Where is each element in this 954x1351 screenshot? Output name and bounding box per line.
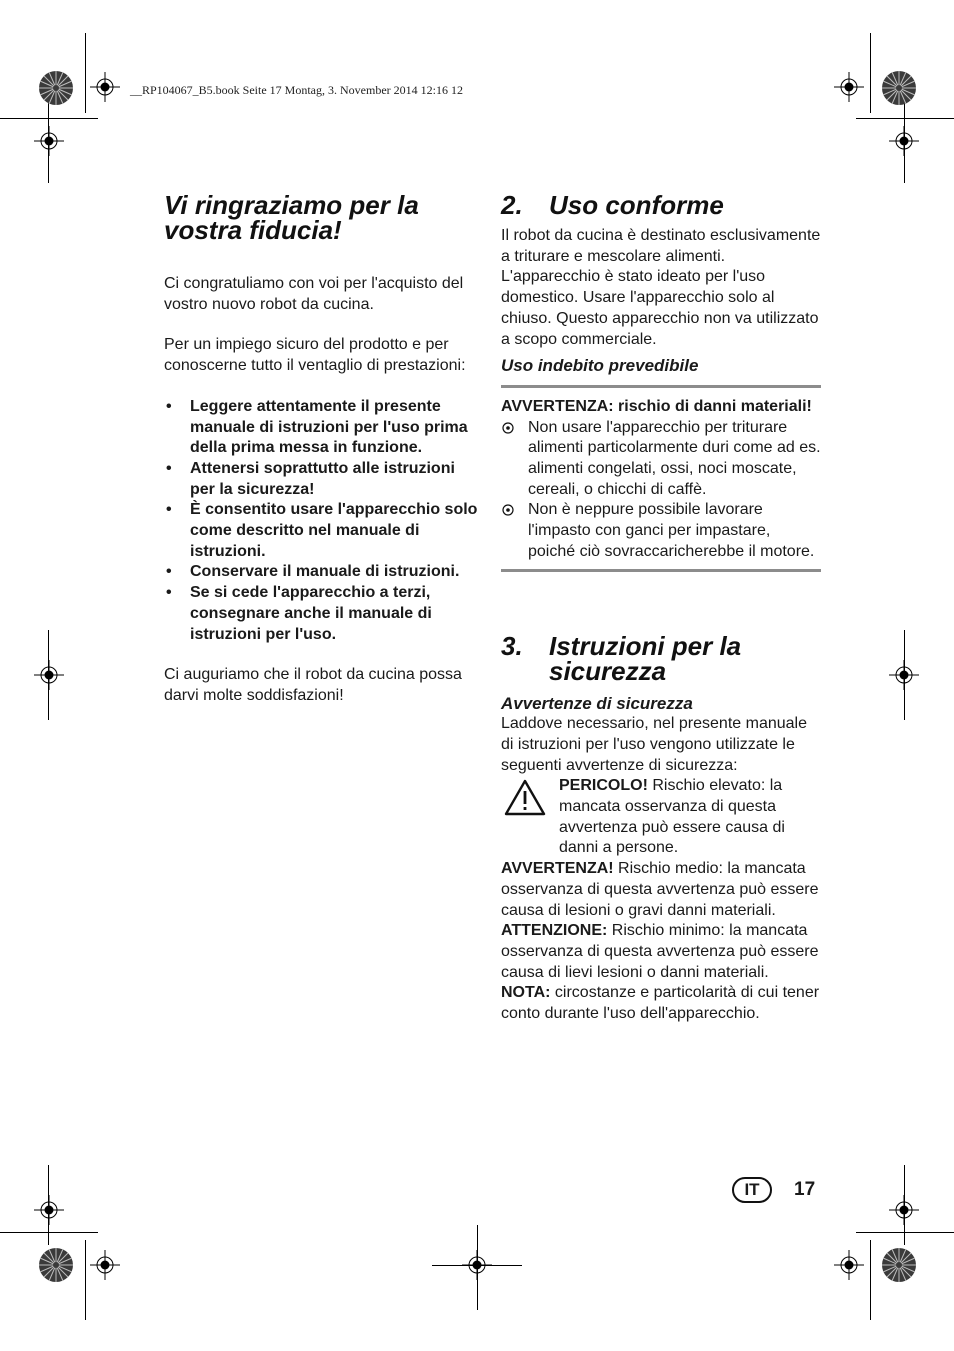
section-2-body: Il robot da cucina è destinato esclusivamente a triturare e mescolare alimenti. L'apparecchio è stato ideato per l'uso domestico. Usare l'apparecchio solo al chiuso. Questo apparecchio non va utilizzato a scopo commerciale. bbox=[501, 227, 821, 348]
crop-mark bbox=[477, 1225, 478, 1310]
note-paragraph bbox=[501, 983, 821, 1024]
color-rosette-icon bbox=[881, 1247, 917, 1283]
circle-dot-bullet-icon bbox=[502, 422, 514, 434]
list-item: • Attenersi soprattutto alle istruzioni per la sicurezza! bbox=[164, 459, 484, 500]
warning-paragraph bbox=[501, 859, 821, 921]
crop-mark bbox=[85, 33, 86, 113]
section-title: Istruzioni per la sicurezza bbox=[549, 630, 742, 686]
list-item: • Leggere attentamente il presente manuale di istruzioni per l'uso prima della prima messa in funzione. bbox=[164, 397, 484, 459]
color-rosette-icon bbox=[38, 70, 74, 106]
danger-block bbox=[501, 776, 821, 859]
list-item: • È consentito usare l'apparecchio solo come descritto nel manuale di istruzioni. bbox=[164, 500, 484, 562]
list-item: • Se si cede l'apparecchio a terzi, consegnare anche il manuale di istruzioni per l'uso. bbox=[164, 583, 484, 645]
caution-text: Rischio minimo: la mancata osservanza di questa avvertenza può essere causa di lievi lesioni o danni materiali. bbox=[501, 922, 819, 981]
registration-mark-icon bbox=[889, 1195, 919, 1225]
registration-mark-icon bbox=[889, 126, 919, 156]
language-badge: IT bbox=[732, 1177, 772, 1203]
registration-mark-icon bbox=[34, 126, 64, 156]
warning-title: AVVERTENZA: rischio di danni materiali! bbox=[501, 397, 812, 415]
divider bbox=[501, 385, 821, 388]
crop-mark bbox=[856, 1232, 954, 1233]
warning-text: Rischio medio: la mancata osservanza di questa avvertenza può essere causa di lesioni o gravi danni materiali. bbox=[501, 860, 819, 919]
divider bbox=[501, 569, 821, 572]
registration-mark-icon bbox=[90, 1250, 120, 1280]
warning-triangle-icon bbox=[503, 778, 547, 818]
intro-paragraph: Ci congratuliamo con voi per l'acquisto del vostro nuovo robot da cucina. bbox=[164, 275, 464, 313]
color-rosette-icon bbox=[881, 70, 917, 106]
caution-label: ATTENZIONE: bbox=[501, 922, 608, 940]
registration-mark-icon bbox=[90, 72, 120, 102]
crop-mark bbox=[0, 118, 98, 119]
registration-mark-icon bbox=[834, 1250, 864, 1280]
right-column bbox=[501, 190, 821, 1025]
crop-mark bbox=[870, 33, 871, 113]
danger-text: Rischio elevato: la mancata osservanza di questa avvertenza può essere causa di danni a persone. bbox=[559, 777, 785, 857]
instruction-list bbox=[164, 397, 484, 645]
section-number: 2. bbox=[501, 190, 523, 220]
registration-mark-icon bbox=[34, 1195, 64, 1225]
left-column bbox=[164, 190, 484, 707]
section-3-intro: Laddove necessario, nel presente manuale di istruzioni per l'uso vengono utilizzate le seguenti avvertenze di sicurezza: bbox=[501, 715, 807, 774]
crop-mark bbox=[870, 1240, 871, 1320]
caution-paragraph bbox=[501, 921, 821, 983]
note-text: circostanze e particolarità di cui tener conto durante l'uso dell'apparecchio. bbox=[501, 984, 820, 1023]
registration-mark-icon bbox=[889, 660, 919, 690]
list-item-text: Non usare l'apparecchio per triturare alimenti particolarmente duri come ad es. alimenti congelati, ossi, noci moscate, cereali, o chicchi di caffè. bbox=[528, 418, 821, 498]
usage-paragraph: Per un impiego sicuro del prodotto e per conoscerne tutto il ventaglio di prestazioni: bbox=[164, 336, 466, 375]
list-item bbox=[501, 500, 821, 562]
crop-mark bbox=[0, 1232, 98, 1233]
crop-mark bbox=[856, 118, 954, 119]
registration-mark-icon bbox=[834, 72, 864, 102]
note-label: NOTA: bbox=[501, 984, 551, 1002]
section-3-heading bbox=[501, 630, 821, 686]
danger-label: PERICOLO! bbox=[559, 777, 648, 795]
closing-paragraph: Ci auguriamo che il robot da cucina possa darvi molte soddisfazioni! bbox=[164, 666, 462, 704]
warning-label: AVVERTENZA! bbox=[501, 860, 614, 878]
list-item: • Conservare il manuale di istruzioni. bbox=[164, 562, 484, 583]
color-rosette-icon bbox=[38, 1247, 74, 1283]
subheading: Uso indebito prevedibile bbox=[501, 356, 699, 376]
page-number: 17 bbox=[794, 1179, 816, 1200]
page-title: Vi ringraziamo per la vostra fiducia! bbox=[164, 190, 419, 245]
section-2-heading bbox=[501, 190, 821, 220]
section-title: Uso conforme bbox=[549, 190, 724, 220]
crop-mark bbox=[85, 1240, 86, 1320]
print-info: __RP104067_B5.book Seite 17 Montag, 3. November 2014 12:16 12 bbox=[130, 83, 463, 97]
section-number: 3. bbox=[501, 630, 523, 661]
list-item-text: Non è neppure possibile lavorare l'impasto con ganci per impastare, poiché ciò sovraccaricherebbe il motore. bbox=[528, 501, 815, 560]
registration-mark-icon bbox=[34, 660, 64, 690]
subheading: Avvertenze di sicurezza bbox=[501, 693, 693, 713]
list-item bbox=[501, 418, 821, 501]
circle-dot-bullet-icon bbox=[502, 504, 514, 516]
